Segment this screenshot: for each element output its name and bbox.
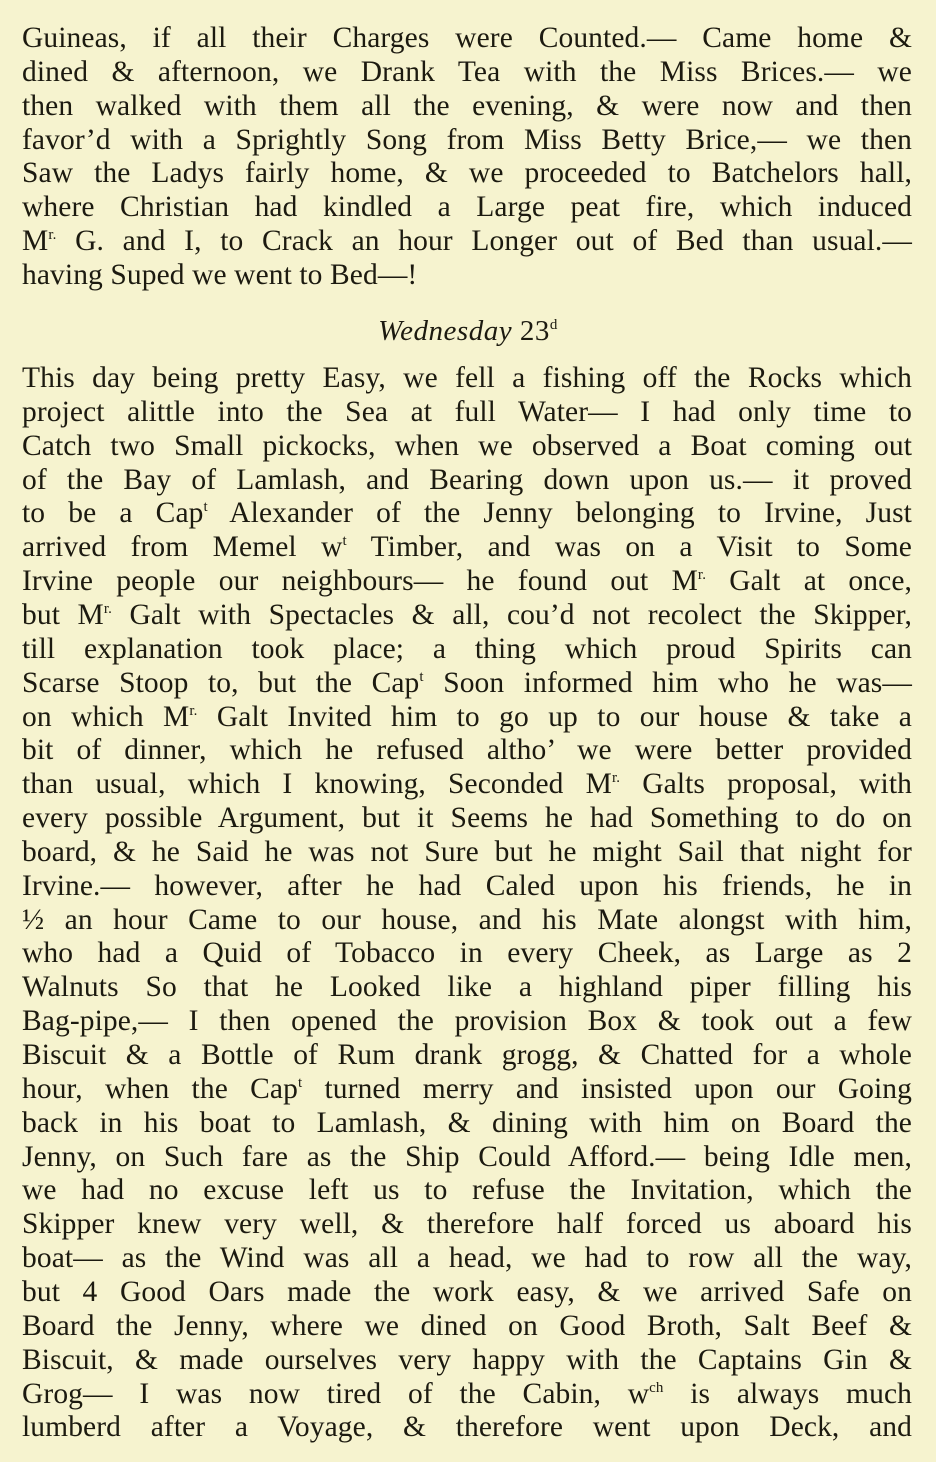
text-line: than usual, which I knowing, Seconded $M^{r.}$ Galts proposal, with [22,768,912,801]
text-line: Skipper knew very well, & therefore half forced us aboard his [22,1208,912,1241]
text-line: lumberd after a Voyage, & therefore went upon Deck, and [22,1411,912,1444]
text-line: boat— as the Wind was all a head, we had to row all the way, [22,1242,912,1275]
text-line: ½ an hour Came to our house, and his Mate alongst with him, [22,903,912,936]
text-line: Scarse Stoop to, but the Cap$^t$ Soon informed him who he was— [22,666,912,699]
text-line: hour, when the Cap$^t$ turned merry and insisted upon our Going [22,1072,912,1105]
text-line: till explanation took place; a thing which proud Spirits can [22,632,912,665]
heading-day: Wednesday [378,315,513,347]
text-line: Catch two Small pickocks, when we observed a Boat coming out [22,429,912,462]
text-line: Irvine people our neighbours— he found out $M^{r.}$ Galt at once, [22,565,912,598]
text-line: Board the Jenny, where we dined on Good Broth, Salt Beef & [22,1309,912,1342]
text-line: Grog— I was now tired of the Cabin, $w^{ch}$ is always much [22,1377,912,1410]
text-line: Jenny, on Such fare as the Ship Could Afford.— being Idle men, [22,1140,912,1173]
text-line: bit of dinner, which he refused altho’ we were better provided [22,734,912,767]
text-line: Bag-pipe,— I then opened the provision Box & took out a few [22,1005,912,1038]
text-line: Walnuts So that he Looked like a highland piper filling his [22,971,912,1004]
text-line: This day being pretty Easy, we fell a fishing off the Rocks which [22,362,912,394]
text-line: on which $M^{r.}$ Galt Invited him to go up to our house & take a [22,700,912,733]
heading-date: 23$^d$ [519,315,558,347]
text-line: we had no excuse left us to refuse the Invitation, which the [22,1174,912,1207]
text-line: but 4 Good Oars made the work easy, & we arrived Safe on [22,1275,912,1308]
text-line: Biscuit, & made ourselves very happy with the Captains Gin & [22,1343,912,1376]
text-line: having Suped we went to Bed—! [22,258,418,291]
text-line: Saw the Ladys fairly home, & we proceeded to Batchelors hall, [22,157,912,190]
text-line: Guineas, if all their Charges were Counted.— Came home & [22,22,912,54]
text-line: then walked with them all the evening, & were now and then [22,89,912,122]
text-line: where Christian had kindled a Large peat fire, which induced [22,191,912,224]
text-line: every possible Argument, but it Seems he had Something to do on [22,802,912,835]
text-line: to be a Cap$^t$ Alexander of the Jenny belonging to Irvine, Just [22,497,912,530]
text-line: project alittle into the Sea at full Water— I had only time to [22,395,912,428]
text-line: dined & afternoon, we Drank Tea with the Miss Brices.— we [22,55,912,88]
diary-entry-heading [0,313,936,349]
text-line: board, & he Said he was not Sure but he might Sail that night for [22,835,912,868]
text-line: Irvine.— however, after he had Caled upon his friends, he in [22,869,912,902]
text-line: arrived from Memel $w^t$ Timber, and was on a Visit to Some [22,531,912,564]
text-line: who had a Quid of Tobacco in every Cheek, as Large as 2 [22,937,912,970]
text-line: $M^{r.}$ G. and I, to Crack an hour Longer out of Bed than usual.— [22,225,912,258]
text-line: favor’d with a Sprightly Song from Miss Betty Brice,— we then [22,123,912,156]
text-line: of the Bay of Lamlash, and Bearing down upon us.— it proved [22,463,912,496]
text-line: but $M^{r.}$ Galt with Spectacles & all, cou’d not recolect the Skipper, [22,598,912,631]
text-line: back in his boat to Lamlash, & dining with him on Board the [22,1106,912,1139]
text-line: Biscuit & a Bottle of Rum drank grogg, & Chatted for a whole [22,1039,912,1071]
